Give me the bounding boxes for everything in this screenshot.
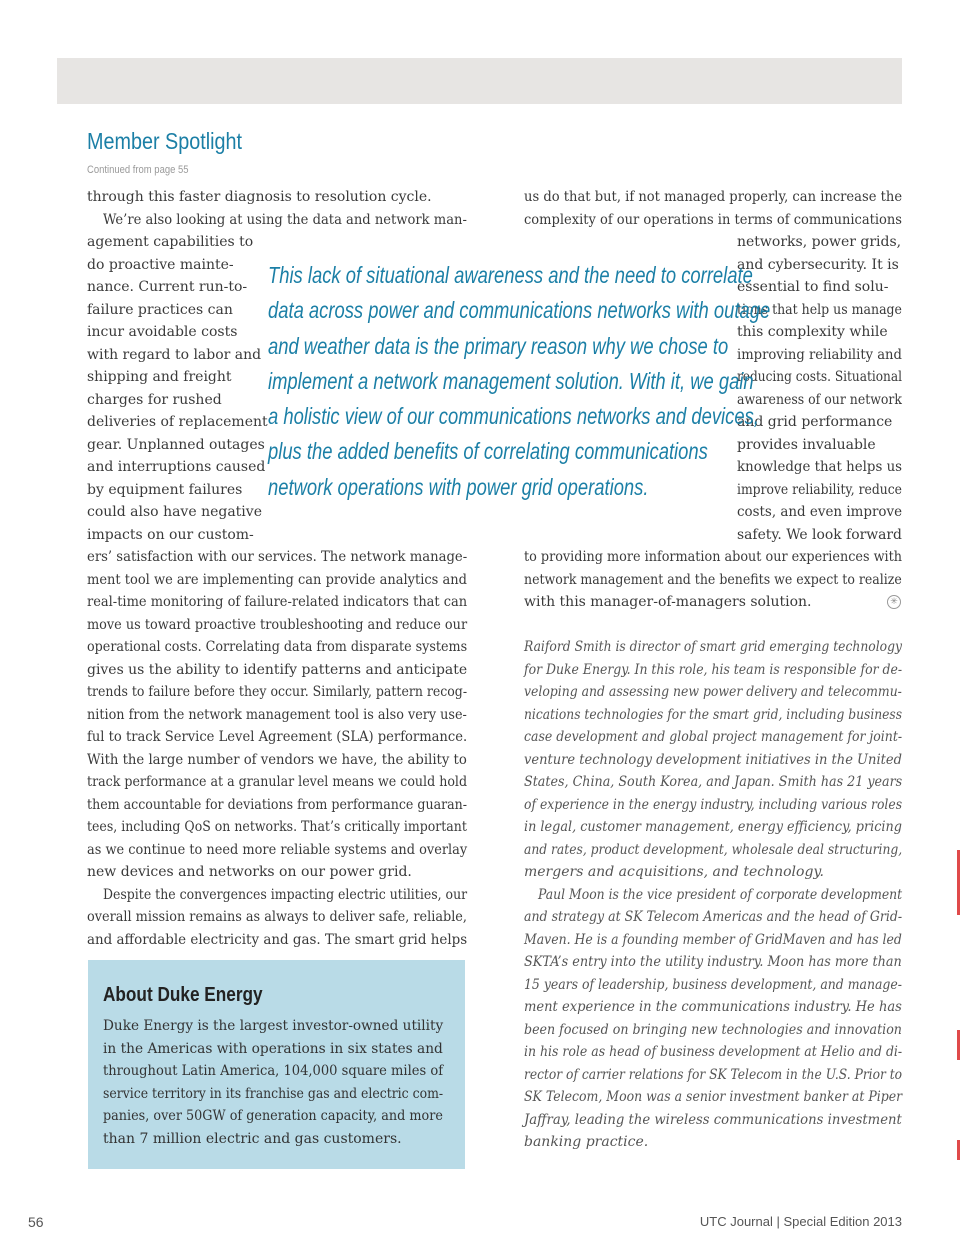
- body-line: with regard to labor and: [87, 346, 262, 363]
- body-line: move us toward proactive troubleshooting and reduce our: [87, 616, 468, 633]
- body-line: tions that help us manage: [737, 301, 902, 318]
- pull-quote-line: data across power and communications networks with outage: [268, 297, 771, 324]
- body-line: shipping and freight: [87, 369, 232, 385]
- bio-line: rector of carrier relations for SK Telecom in the U.S. Prior to: [524, 1066, 903, 1083]
- pull-quote-line: plus the added benefits of correlating communications: [268, 438, 708, 465]
- about-box-line: service territory in its franchise gas and electric com-: [103, 1085, 444, 1102]
- end-of-article-icon: ✳: [887, 595, 901, 609]
- page-number: 56: [28, 1214, 44, 1230]
- body-line: knowledge that helps us: [737, 459, 903, 475]
- body-line: improving reliability and: [737, 346, 902, 363]
- about-box-line: Duke Energy is the largest investor-owned utility: [103, 1018, 444, 1034]
- body-line: and grid performance: [737, 414, 893, 430]
- body-line: real-time monitoring of failure-related indicators that can: [87, 594, 468, 610]
- body-line: operational costs. Correlating data from disparate systems: [87, 639, 468, 655]
- body-line: failure practices can: [87, 301, 233, 318]
- bio-line: venture technology development initiatives in the United: [524, 751, 902, 768]
- body-line: essential to find solu-: [737, 279, 889, 295]
- pull-quote-line: a holistic view of our communications networks and devices,: [268, 403, 759, 430]
- body-line: networks, power grids,: [737, 234, 902, 250]
- bio-line: case development and global project management for joint-: [524, 729, 903, 745]
- bio-line: Maven. He is a founding member of GridMaven and has led: [524, 931, 902, 948]
- pull-quote-line: network operations with power grid operations.: [268, 473, 649, 500]
- body-line: and interruptions caused: [87, 459, 266, 475]
- bio-line: SK Telecom, Moon was a senior investment banker at Piper: [524, 1089, 903, 1105]
- pull-quote: [268, 258, 771, 505]
- body-line: Despite the convergences impacting electric utilities, our: [103, 886, 468, 903]
- body-line: and cybersecurity. It is: [737, 256, 899, 273]
- bio-line: Paul Moon is the vice president of corporate development: [538, 886, 903, 903]
- body-line: provides invaluable: [737, 436, 876, 453]
- bio-line: veloping and assessing new power delivery and telecommu-: [524, 684, 902, 700]
- about-box-line: panies, over 50GW of generation capacity, and more: [103, 1108, 443, 1124]
- bio-line: States, China, South Korea, and Japan. Smith has 21 years: [524, 774, 903, 790]
- body-line: incur avoidable costs: [87, 324, 238, 340]
- body-line: gives us the ability to identify patterns and anticipate: [87, 661, 468, 678]
- body-line: with this manager-of-managers solution.: [524, 594, 812, 610]
- body-line: as we continue to need more reliable systems and overlay: [87, 841, 468, 858]
- body-line: nance. Current run-to-: [87, 279, 248, 295]
- body-line: track performance at a granular level means we could hold: [87, 774, 468, 790]
- about-box-line: throughout Latin America, 104,000 square miles of: [103, 1063, 444, 1079]
- body-line: trends to failure before they occur. Similarly, pattern recog-: [87, 684, 468, 700]
- body-line: network management and the benefits we expect to realize: [524, 571, 902, 588]
- header-band: [57, 58, 902, 104]
- pull-quote-line: This lack of situational awareness and the need to correlate: [268, 262, 753, 288]
- pull-quote-line: and weather data is the primary reason why we chose to: [268, 332, 729, 359]
- body-line: awareness of our network: [737, 391, 902, 408]
- body-line: With the large number of vendors we have, the ability to: [87, 751, 467, 768]
- bio-line: for Duke Energy. In this role, his team is responsible for de-: [524, 661, 903, 678]
- bio-line: banking practice.: [524, 1134, 649, 1150]
- body-line: safety. We look forward: [737, 526, 902, 543]
- bio-line: SKTA’s entry into the utility industry. Moon has more than: [524, 954, 902, 970]
- body-line: We’re also looking at using the data and network man-: [103, 211, 467, 228]
- body-line: agement capabilities to: [87, 234, 254, 250]
- body-line: ers’ satisfaction with our services. The network manage-: [87, 549, 468, 565]
- body-line: gear. Unplanned outages: [87, 436, 265, 453]
- bio-line: mergers and acquisitions, and technology.: [524, 864, 824, 880]
- body-line: complexity of our operations in terms of communications: [524, 211, 902, 228]
- bio-line: and strategy at SK Telecom Americas and the head of Grid-: [524, 909, 903, 925]
- bio-line: in legal, customer management, energy efficiency, pricing: [524, 819, 902, 835]
- body-line: costs, and even improve: [737, 504, 903, 520]
- body-line: us do that but, if not managed properly, can increase the: [524, 189, 903, 205]
- body-line: by equipment failures: [87, 481, 243, 498]
- bio-line: been focused on bringing new technologies and innovation: [524, 1021, 902, 1038]
- body-line: new devices and networks on our power grid.: [87, 864, 412, 880]
- journal-footer: UTC Journal | Special Edition 2013: [699, 1214, 902, 1229]
- bio-line: Jaffray, leading the wireless communications investment: [524, 1111, 902, 1128]
- bio-line: Raiford Smith is director of smart grid emerging technology: [524, 639, 902, 655]
- body-line: could also have negative: [87, 504, 262, 520]
- body-line: charges for rushed: [87, 391, 222, 408]
- body-line: and affordable electricity and gas. The smart grid helps: [87, 931, 468, 948]
- about-box-title: About Duke Energy: [103, 984, 263, 1006]
- bio-line: and rates, product development, wholesale deal structuring,: [524, 841, 903, 858]
- body-line: nition from the network management tool is also very use-: [87, 706, 467, 723]
- about-box-line: in the Americas with operations in six states and: [103, 1040, 443, 1057]
- section-title: Member Spotlight: [87, 128, 243, 154]
- bio-line: ment experience in the communications industry. He has: [524, 999, 902, 1015]
- bio-line: in his role as head of business development at Helio and di-: [524, 1044, 903, 1060]
- body-line: through this faster diagnosis to resolution cycle.: [87, 189, 432, 205]
- bio-line: of experience in the energy industry, including various roles: [524, 796, 903, 813]
- body-line: ment tool we are implementing can provide analytics and: [87, 571, 467, 588]
- body-line: impacts on our custom-: [87, 526, 254, 543]
- body-line: improve reliability, reduce: [737, 481, 902, 498]
- body-line: tees, including QoS on networks. That’s critically important: [87, 819, 467, 835]
- bio-line: 15 years of leadership, business development, and manage-: [524, 976, 902, 993]
- continued-from-note: Continued from page 55: [87, 164, 189, 176]
- body-line: ful to track Service Level Agreement (SLA) performance.: [87, 729, 468, 745]
- body-line: to providing more information about our experiences with: [524, 549, 903, 565]
- body-line: deliveries of replacement: [87, 414, 268, 430]
- body-line: this complexity while: [737, 324, 888, 340]
- body-line: them accountable for deviations from performance guaran-: [87, 796, 468, 813]
- pull-quote-line: implement a network management solution. With it, we gain: [268, 367, 754, 394]
- about-box-line: than 7 million electric and gas customers.: [103, 1130, 402, 1147]
- body-line: reducing costs. Situational: [737, 369, 903, 385]
- bio-line: nications technologies for the smart grid, including business: [524, 706, 903, 723]
- body-line: overall mission remains as always to deliver safe, reliable,: [87, 909, 467, 925]
- body-line: do proactive mainte-: [87, 256, 234, 273]
